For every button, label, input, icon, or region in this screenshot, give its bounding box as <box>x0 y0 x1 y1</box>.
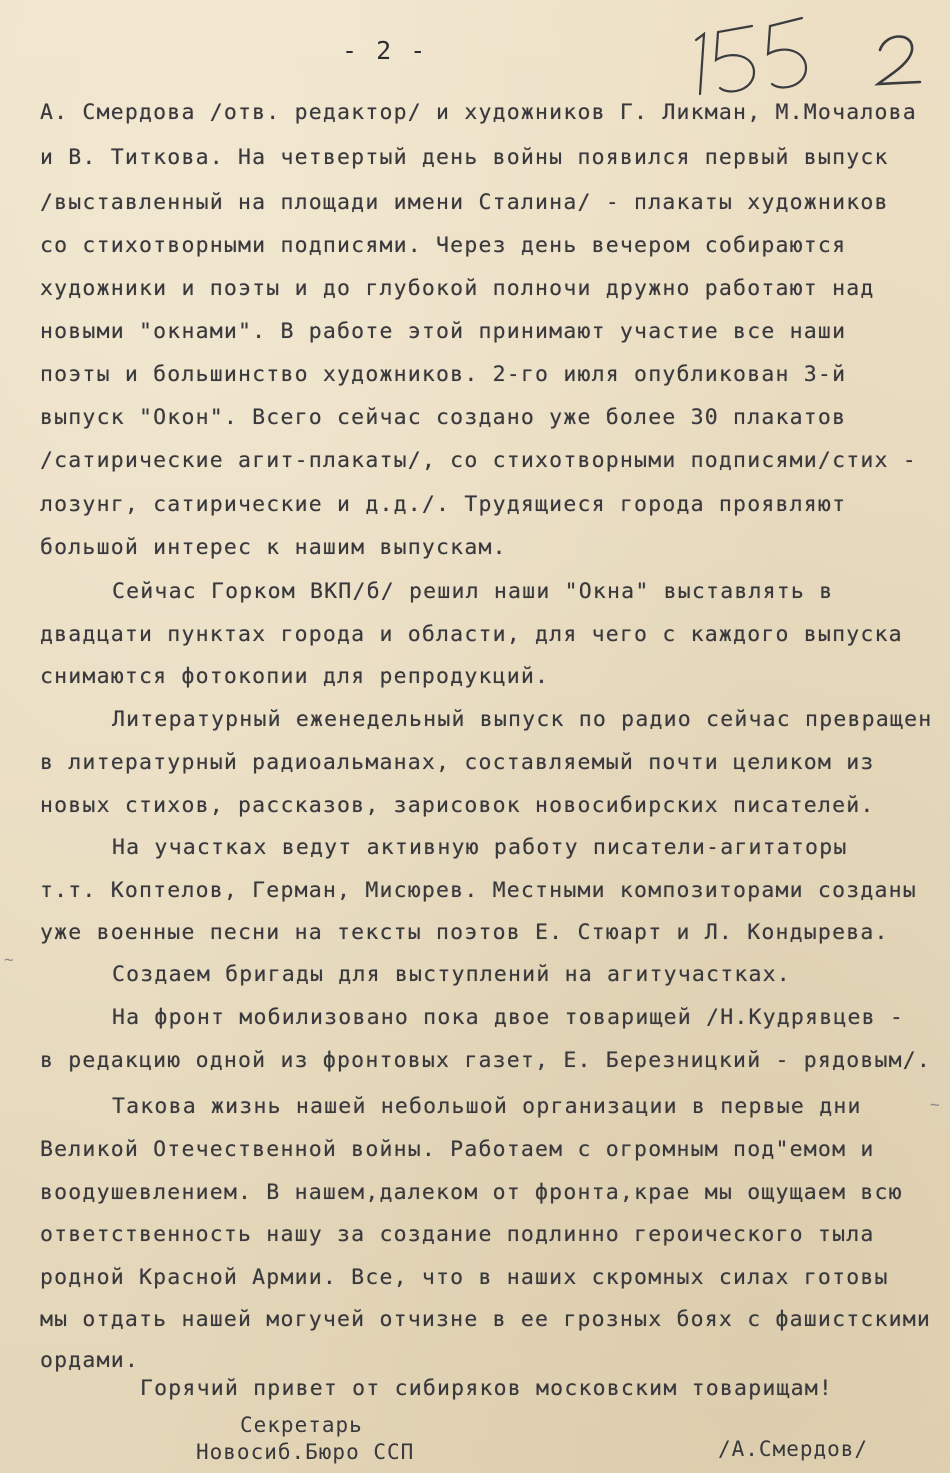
text-line: и В. Титкова. На четвертый день войны появился первый выпуск <box>40 145 889 170</box>
text-line: Великой Отечественной войны. Работаем с огромным под"емом и <box>40 1137 875 1162</box>
text-line: /выставленный на площади имени Сталина/ - плакаты художников <box>40 190 889 215</box>
text-line: новых стихов, рассказов, зарисовок новосибирских писателей. <box>40 793 875 818</box>
text-line: лозунг, сатирические и д.д./. Трудящиеся города проявляют <box>40 492 847 517</box>
text-line: уже военные песни на тексты поэтов Е. Стюарт и Л. Кондырева. <box>40 920 889 945</box>
text-line: поэты и большинство художников. 2-го июля опубликован 3-й <box>40 362 847 387</box>
text-line: /сатирические агит-плакаты/, со стихотворными подписями/стих - <box>40 448 917 473</box>
text-line: воодушевлением. В нашем,далеком от фронта,крае мы ощущаем всю <box>40 1180 903 1205</box>
signature-organization: Новосиб.Бюро ССП <box>196 1440 415 1464</box>
text-line: художники и поэты и до глубокой полночи дружно работают над <box>40 276 875 301</box>
text-line: мы отдать нашей могучей отчизне в ее грозных боях с фашистскими <box>40 1307 932 1332</box>
text-line: Создаем бригады для выступлений на агитучастках. <box>112 962 791 987</box>
text-line: Литературный еженедельный выпуск по радио сейчас превращен <box>112 707 933 732</box>
text-line: новыми "окнами". В работе этой принимают участие все наши <box>40 319 847 344</box>
text-line: А. Смердова /отв. редактор/ и художников Г. Ликман, М.Мочалова <box>40 100 917 125</box>
text-line: т.т. Коптелов, Герман, Мисюрев. Местными композиторами созданы <box>40 878 917 903</box>
text-line: в редакцию одной из фронтовых газет, Е. Березницкий - рядовым/. <box>40 1048 932 1073</box>
signature-name: /А.Смердов/ <box>718 1437 869 1461</box>
text-line: На участках ведут активную работу писатели-агитаторы <box>112 835 848 860</box>
text-line: снимаются фотокопии для репродукций. <box>40 664 550 689</box>
page-number: - 2 - <box>342 36 428 65</box>
text-line: На фронт мобилизовано пока двое товарищей /Н.Кудрявцев - <box>112 1005 905 1030</box>
margin-mark: ~ <box>930 1095 940 1114</box>
text-line: большой интерес к нашим выпускам. <box>40 535 507 560</box>
text-line: родной Красной Армии. Все, что в наших скромных силах готовы <box>40 1265 889 1290</box>
text-line: ордами. <box>40 1348 140 1373</box>
text-line: со стихотворными подписями. Через день вечером собираются <box>40 233 847 258</box>
text-line: двадцати пунктах города и области, для чего с каждого выпуска <box>40 622 903 647</box>
text-line: Сейчас Горком ВКП/б/ решил наши "Окна" выставлять в <box>112 579 834 604</box>
text-line: выпуск "Окон". Всего сейчас создано уже более 30 плакатов <box>40 405 847 430</box>
text-line: Такова жизнь нашей небольшой организации в первые дни <box>112 1094 862 1119</box>
text-line: ответственность нашу за создание подлинно героического тыла <box>40 1222 875 1247</box>
closing-greeting: Горячий привет от сибиряков московским товарищам! <box>140 1376 834 1401</box>
signature-title: Секретарь <box>240 1413 363 1437</box>
margin-mark: ~ <box>4 950 14 969</box>
text-line: в литературный радиоальманах, составляемый почти целиком из <box>40 750 875 775</box>
handwritten-folio-number <box>682 10 932 100</box>
